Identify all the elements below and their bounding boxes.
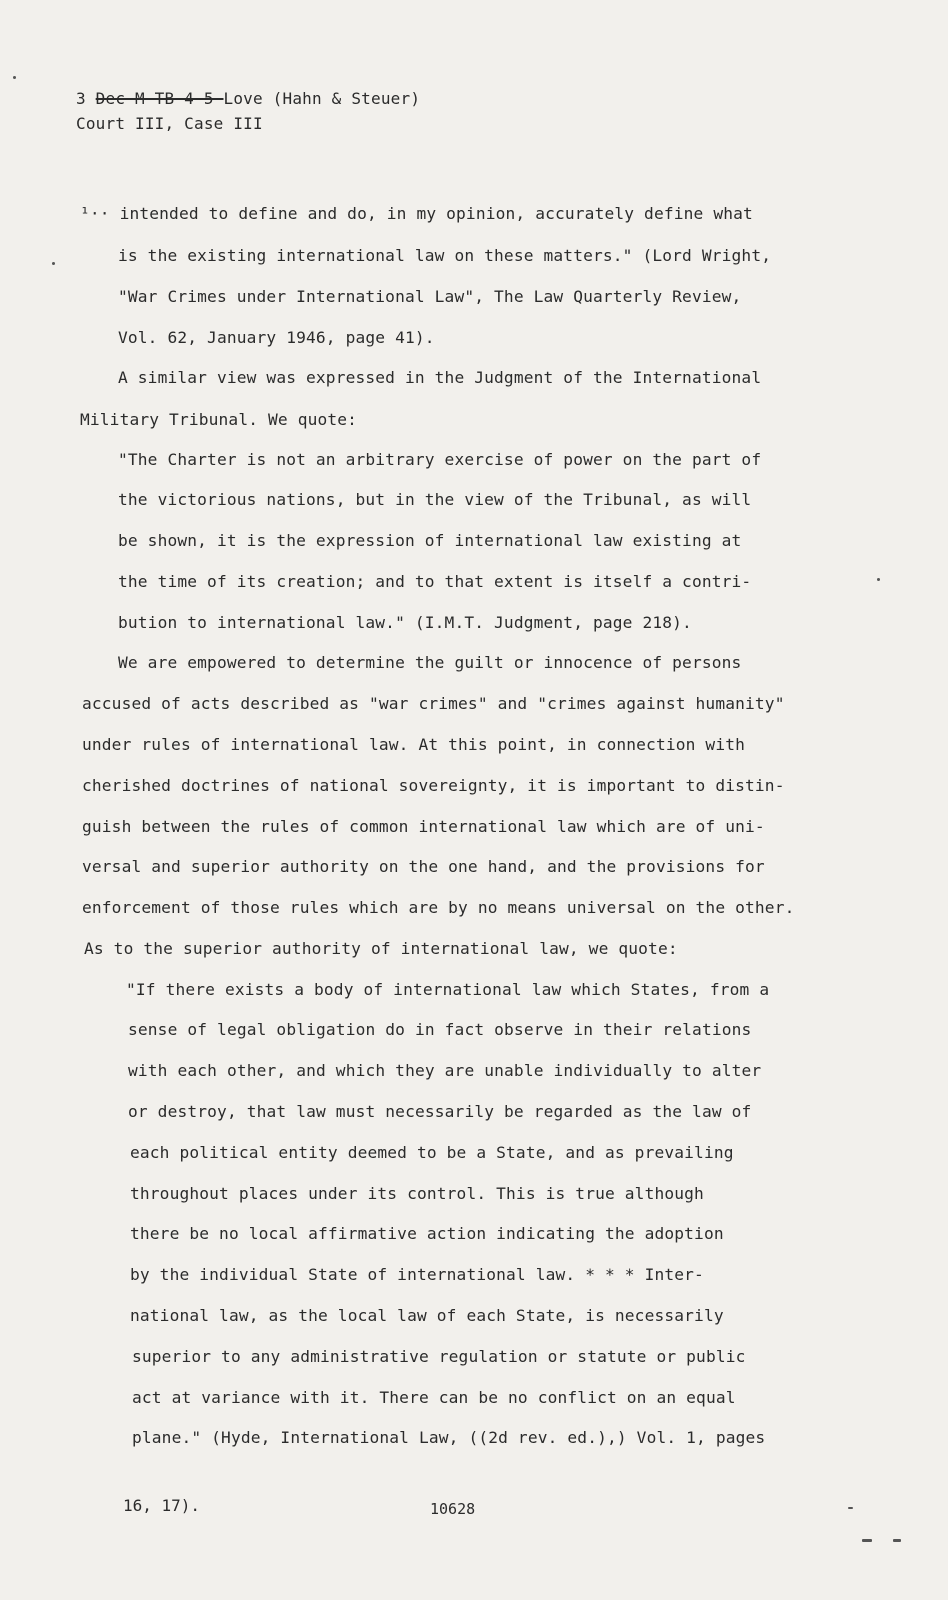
- text-line: bution to international law." (I.M.T. Judgment, page 218).: [118, 613, 692, 632]
- text-line: We are empowered to determine the guilt or innocence of persons: [118, 653, 742, 672]
- text-line: with each other, and which they are unable individually to alter: [128, 1061, 762, 1080]
- scan-speck: [13, 76, 16, 79]
- text-line: ¹·· intended to define and do, in my opinion, accurately define what: [80, 204, 753, 223]
- text-line: each political entity deemed to be a State, and as prevailing: [130, 1143, 734, 1162]
- text-line: cherished doctrines of national sovereignty, it is important to distin-: [82, 776, 785, 795]
- scan-speck: [52, 262, 55, 265]
- struck-reference: Dec-M-TB-4-5-: [95, 89, 224, 108]
- text-line: the victorious nations, but in the view of the Tribunal, as will: [118, 490, 752, 509]
- text-line: or destroy, that law must necessarily be regarded as the law of: [128, 1102, 752, 1121]
- text-line: versal and superior authority on the one hand, and the provisions for: [82, 857, 765, 876]
- text-line: accused of acts described as "war crimes" and "crimes against humanity": [82, 694, 785, 713]
- scan-speck: [893, 1539, 901, 1542]
- text-line: act at variance with it. There can be no conflict on an equal: [132, 1388, 736, 1407]
- text-line: enforcement of those rules which are by no means universal on the other.: [82, 898, 795, 917]
- text-line: be shown, it is the expression of international law existing at: [118, 531, 742, 550]
- case-reference: [76, 86, 420, 111]
- text-line: plane." (Hyde, International Law, ((2d rev. ed.),) Vol. 1, pages: [132, 1428, 766, 1447]
- document-header: [76, 86, 420, 136]
- text-line: there be no local affirmative action indicating the adoption: [130, 1224, 724, 1243]
- case-name: Love (Hahn & Steuer): [223, 89, 421, 108]
- text-line: throughout places under its control. This is true although: [130, 1184, 704, 1203]
- text-line: "If there exists a body of international law which States, from a: [126, 980, 770, 999]
- text-line: superior to any administrative regulation or statute or public: [132, 1347, 746, 1366]
- text-line: "War Crimes under International Law", The Law Quarterly Review,: [118, 287, 742, 306]
- text-line: by the individual State of international law. * * * Inter-: [130, 1265, 704, 1284]
- text-line: A similar view was expressed in the Judgment of the International: [118, 368, 762, 387]
- text-line: national law, as the local law of each State, is necessarily: [130, 1306, 724, 1325]
- text-line: guish between the rules of common international law which are of uni-: [82, 817, 765, 836]
- text-line: "The Charter is not an arbitrary exercise of power on the part of: [118, 450, 762, 469]
- case-prefix: 3: [76, 89, 96, 108]
- scan-speck: [862, 1539, 872, 1542]
- pages-tail: 16, 17).: [123, 1496, 201, 1515]
- text-line: sense of legal obligation do in fact observe in their relations: [128, 1020, 752, 1039]
- text-line: Military Tribunal. We quote:: [80, 410, 358, 429]
- text-line: As to the superior authority of international law, we quote:: [84, 939, 678, 958]
- text-line: under rules of international law. At this point, in connection with: [82, 735, 746, 754]
- text-line: is the existing international law on these matters." (Lord Wright,: [118, 246, 772, 265]
- text-line: the time of its creation; and to that extent is itself a contri-: [118, 572, 752, 591]
- page-number: 10628: [430, 1500, 476, 1518]
- scan-speck: [877, 578, 880, 581]
- scan-speck: [848, 1507, 853, 1509]
- text-line: Vol. 62, January 1946, page 41).: [118, 328, 435, 347]
- court-case: Court III, Case III: [76, 114, 263, 133]
